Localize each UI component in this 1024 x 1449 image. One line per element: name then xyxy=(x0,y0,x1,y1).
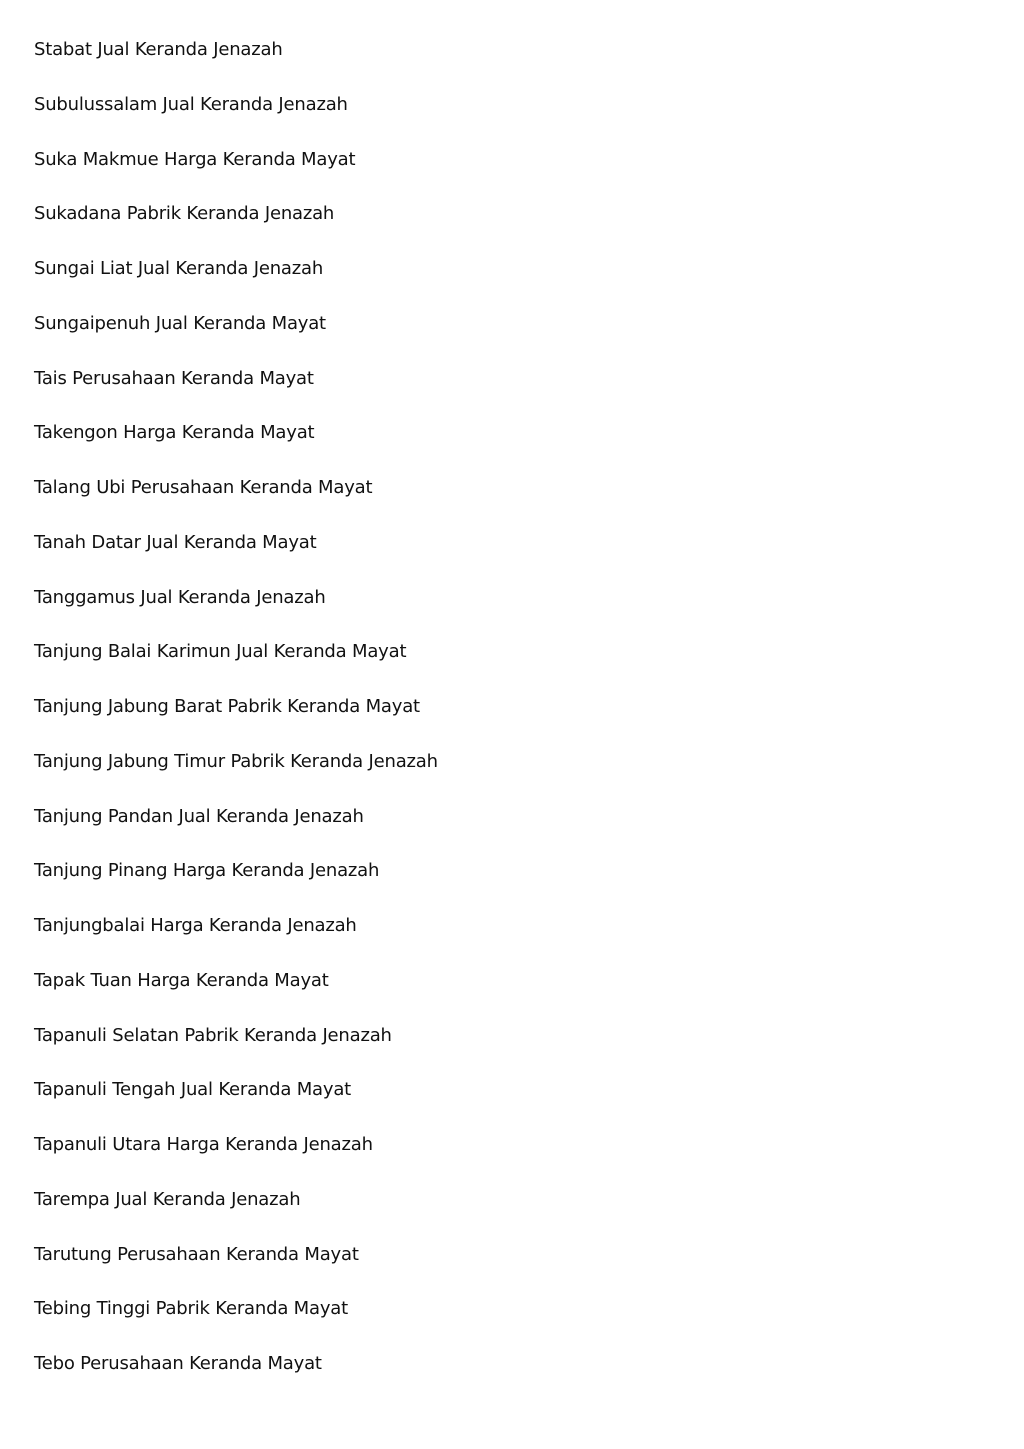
list-item: Tarutung Perusahaan Keranda Mayat xyxy=(34,1243,359,1265)
list-item: Sungai Liat Jual Keranda Jenazah xyxy=(34,258,324,279)
list-item: Tanjung Pandan Jual Keranda Jenazah xyxy=(34,805,364,827)
list-item: Tapanuli Selatan Pabrik Keranda Jenazah xyxy=(34,1024,392,1046)
list-item: Tais Perusahaan Keranda Mayat xyxy=(34,367,314,389)
list-item: Tanjungbalai Harga Keranda Jenazah xyxy=(34,915,357,936)
list-item: Tanjung Balai Karimun Jual Keranda Mayat xyxy=(34,641,407,663)
list-item: Sungaipenuh Jual Keranda Mayat xyxy=(34,312,326,334)
list-item: Tebing Tinggi Pabrik Keranda Mayat xyxy=(34,1298,348,1320)
list-item: Tapanuli Tengah Jual Keranda Mayat xyxy=(34,1079,352,1101)
list-item: Tanggamus Jual Keranda Jenazah xyxy=(34,586,326,608)
list-item: Tanah Datar Jual Keranda Mayat xyxy=(34,531,317,553)
list-item: Tarempa Jual Keranda Jenazah xyxy=(34,1188,301,1210)
list-item: Tapak Tuan Harga Keranda Mayat xyxy=(34,969,329,991)
list-item: Tanjung Jabung Timur Pabrik Keranda Jenazah xyxy=(34,750,438,772)
list-item: Sukadana Pabrik Keranda Jenazah xyxy=(34,203,335,225)
list-item: Takengon Harga Keranda Mayat xyxy=(34,422,315,444)
list-item: Subulussalam Jual Keranda Jenazah xyxy=(34,93,348,115)
list-item: Stabat Jual Keranda Jenazah xyxy=(34,39,283,60)
list-item: Talang Ubi Perusahaan Keranda Mayat xyxy=(34,477,373,498)
list-item: Tapanuli Utara Harga Keranda Jenazah xyxy=(34,1134,373,1155)
location-list xyxy=(34,36,438,1405)
list-item: Tanjung Pinang Harga Keranda Jenazah xyxy=(34,860,380,882)
list-item: Suka Makmue Harga Keranda Mayat xyxy=(34,148,356,170)
list-item: Tebo Perusahaan Keranda Mayat xyxy=(34,1353,322,1374)
list-item: Tanjung Jabung Barat Pabrik Keranda Mayat xyxy=(34,696,420,717)
